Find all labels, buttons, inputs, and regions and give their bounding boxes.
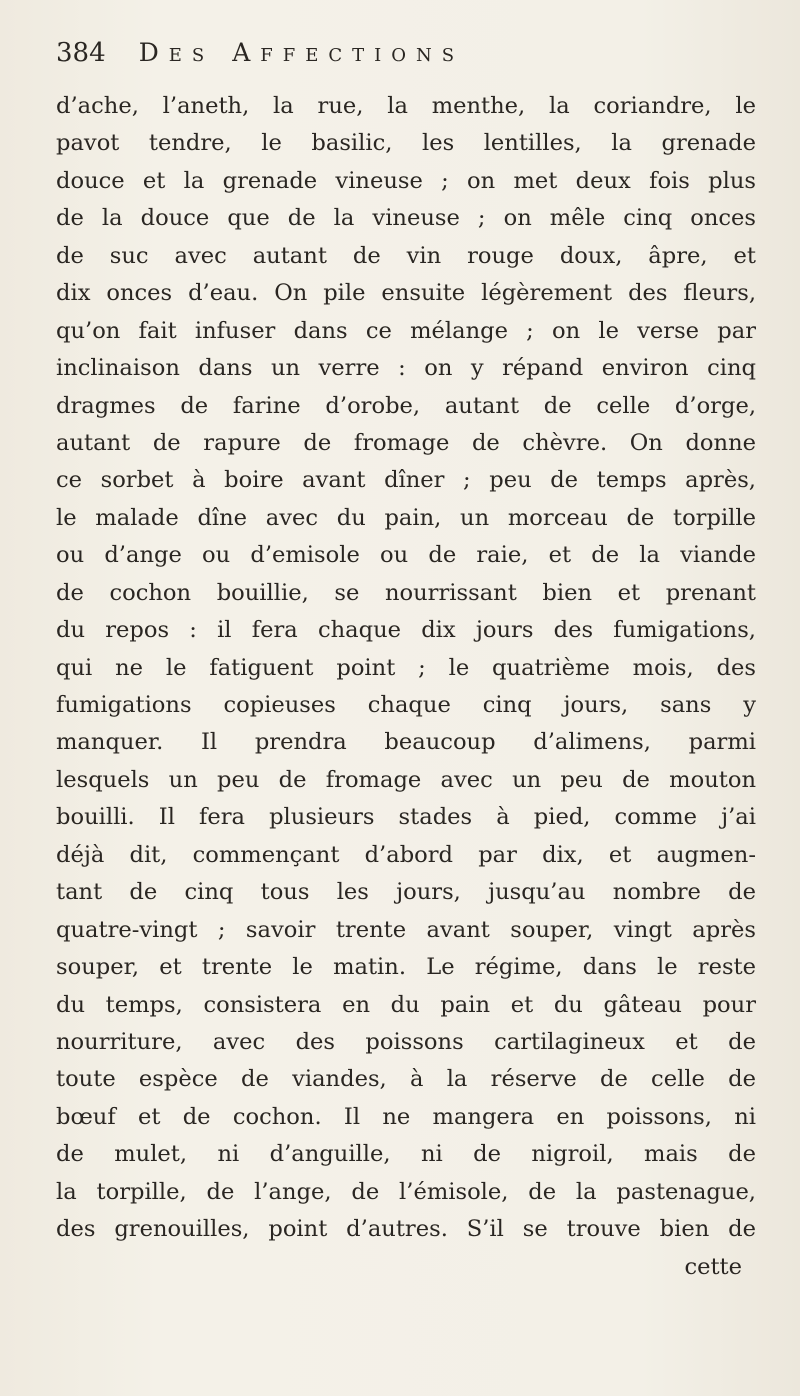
text-line: nourriture, avec des poissons cartilagineux et de (56, 1028, 756, 1055)
text-line: dragmes de farine d’orobe, autant de celle d’orge, (56, 392, 756, 419)
text-line: qu’on fait infuser dans ce mélange ; on le verse par (56, 317, 756, 344)
text-line: de la douce que de la vineuse ; on mêle cinq onces (56, 205, 756, 232)
text-line: fumigations copieuses chaque cinq jours, sans y (56, 692, 756, 718)
body-text (56, 88, 756, 1378)
text-line: qui ne le fatiguent point ; le quatrième mois, des (56, 654, 756, 681)
text-line: déjà dit, commençant d’abord par dix, et augmen- (56, 841, 756, 868)
text-line: manquer. Il prendra beaucoup d’alimens, parmi (56, 729, 756, 756)
text-line: autant de rapure de fromage de chèvre. On donne (56, 429, 756, 456)
catchword: cette (684, 1253, 742, 1280)
text-line: de suc avec autant de vin rouge doux, âpre, et (56, 242, 756, 269)
text-line: d’ache, l’aneth, la rue, la menthe, la coriandre, le (56, 93, 756, 119)
text-line: ou d’ange ou d’emisole ou de raie, et de la viande (56, 542, 756, 569)
text-line: du repos : il fera chaque dix jours des fumigations, (56, 617, 756, 644)
text-line: de cochon bouillie, se nourrissant bien et prenant (56, 579, 756, 606)
running-title: Des Affections (138, 38, 465, 67)
text-line: pavot tendre, le basilic, les lentilles, la grenade (56, 130, 756, 157)
text-line: du temps, consistera en du pain et du gâteau pour (56, 991, 756, 1018)
text-line: bouilli. Il fera plusieurs stades à pied, comme j’ai (56, 804, 756, 831)
text-line: tant de cinq tous les jours, jusqu’au nombre de (56, 879, 756, 906)
text-line: le malade dîne avec du pain, un morceau de torpille (56, 504, 756, 531)
running-head (56, 38, 756, 86)
text-line: bœuf et de cochon. Il ne mangera en poissons, ni (56, 1103, 756, 1130)
text-line: de mulet, ni d’anguille, ni de nigroil, mais de (56, 1141, 756, 1168)
text-line: lesquels un peu de fromage avec un peu de mouton (56, 766, 756, 793)
text-line: quatre-vingt ; savoir trente avant souper, vingt après (56, 916, 756, 943)
text-line: souper, et trente le matin. Le régime, dans le reste (56, 954, 756, 981)
text-line: dix onces d’eau. On pile ensuite légèrement des fleurs, (56, 280, 756, 307)
text-line: douce et la grenade vineuse ; on met deux fois plus (56, 167, 756, 194)
text-line: toute espèce de viandes, à la réserve de celle de (56, 1066, 756, 1093)
text-line: la torpille, de l’ange, de l’émisole, de la pastenague, (56, 1178, 756, 1205)
text-line: ce sorbet à boire avant dîner ; peu de temps après, (56, 467, 756, 494)
text-line: inclinaison dans un verre : on y répand environ cinq (56, 355, 756, 382)
text-line: des grenouilles, point d’autres. S’il se trouve bien de (56, 1216, 756, 1243)
page-number: 384 (56, 38, 106, 68)
